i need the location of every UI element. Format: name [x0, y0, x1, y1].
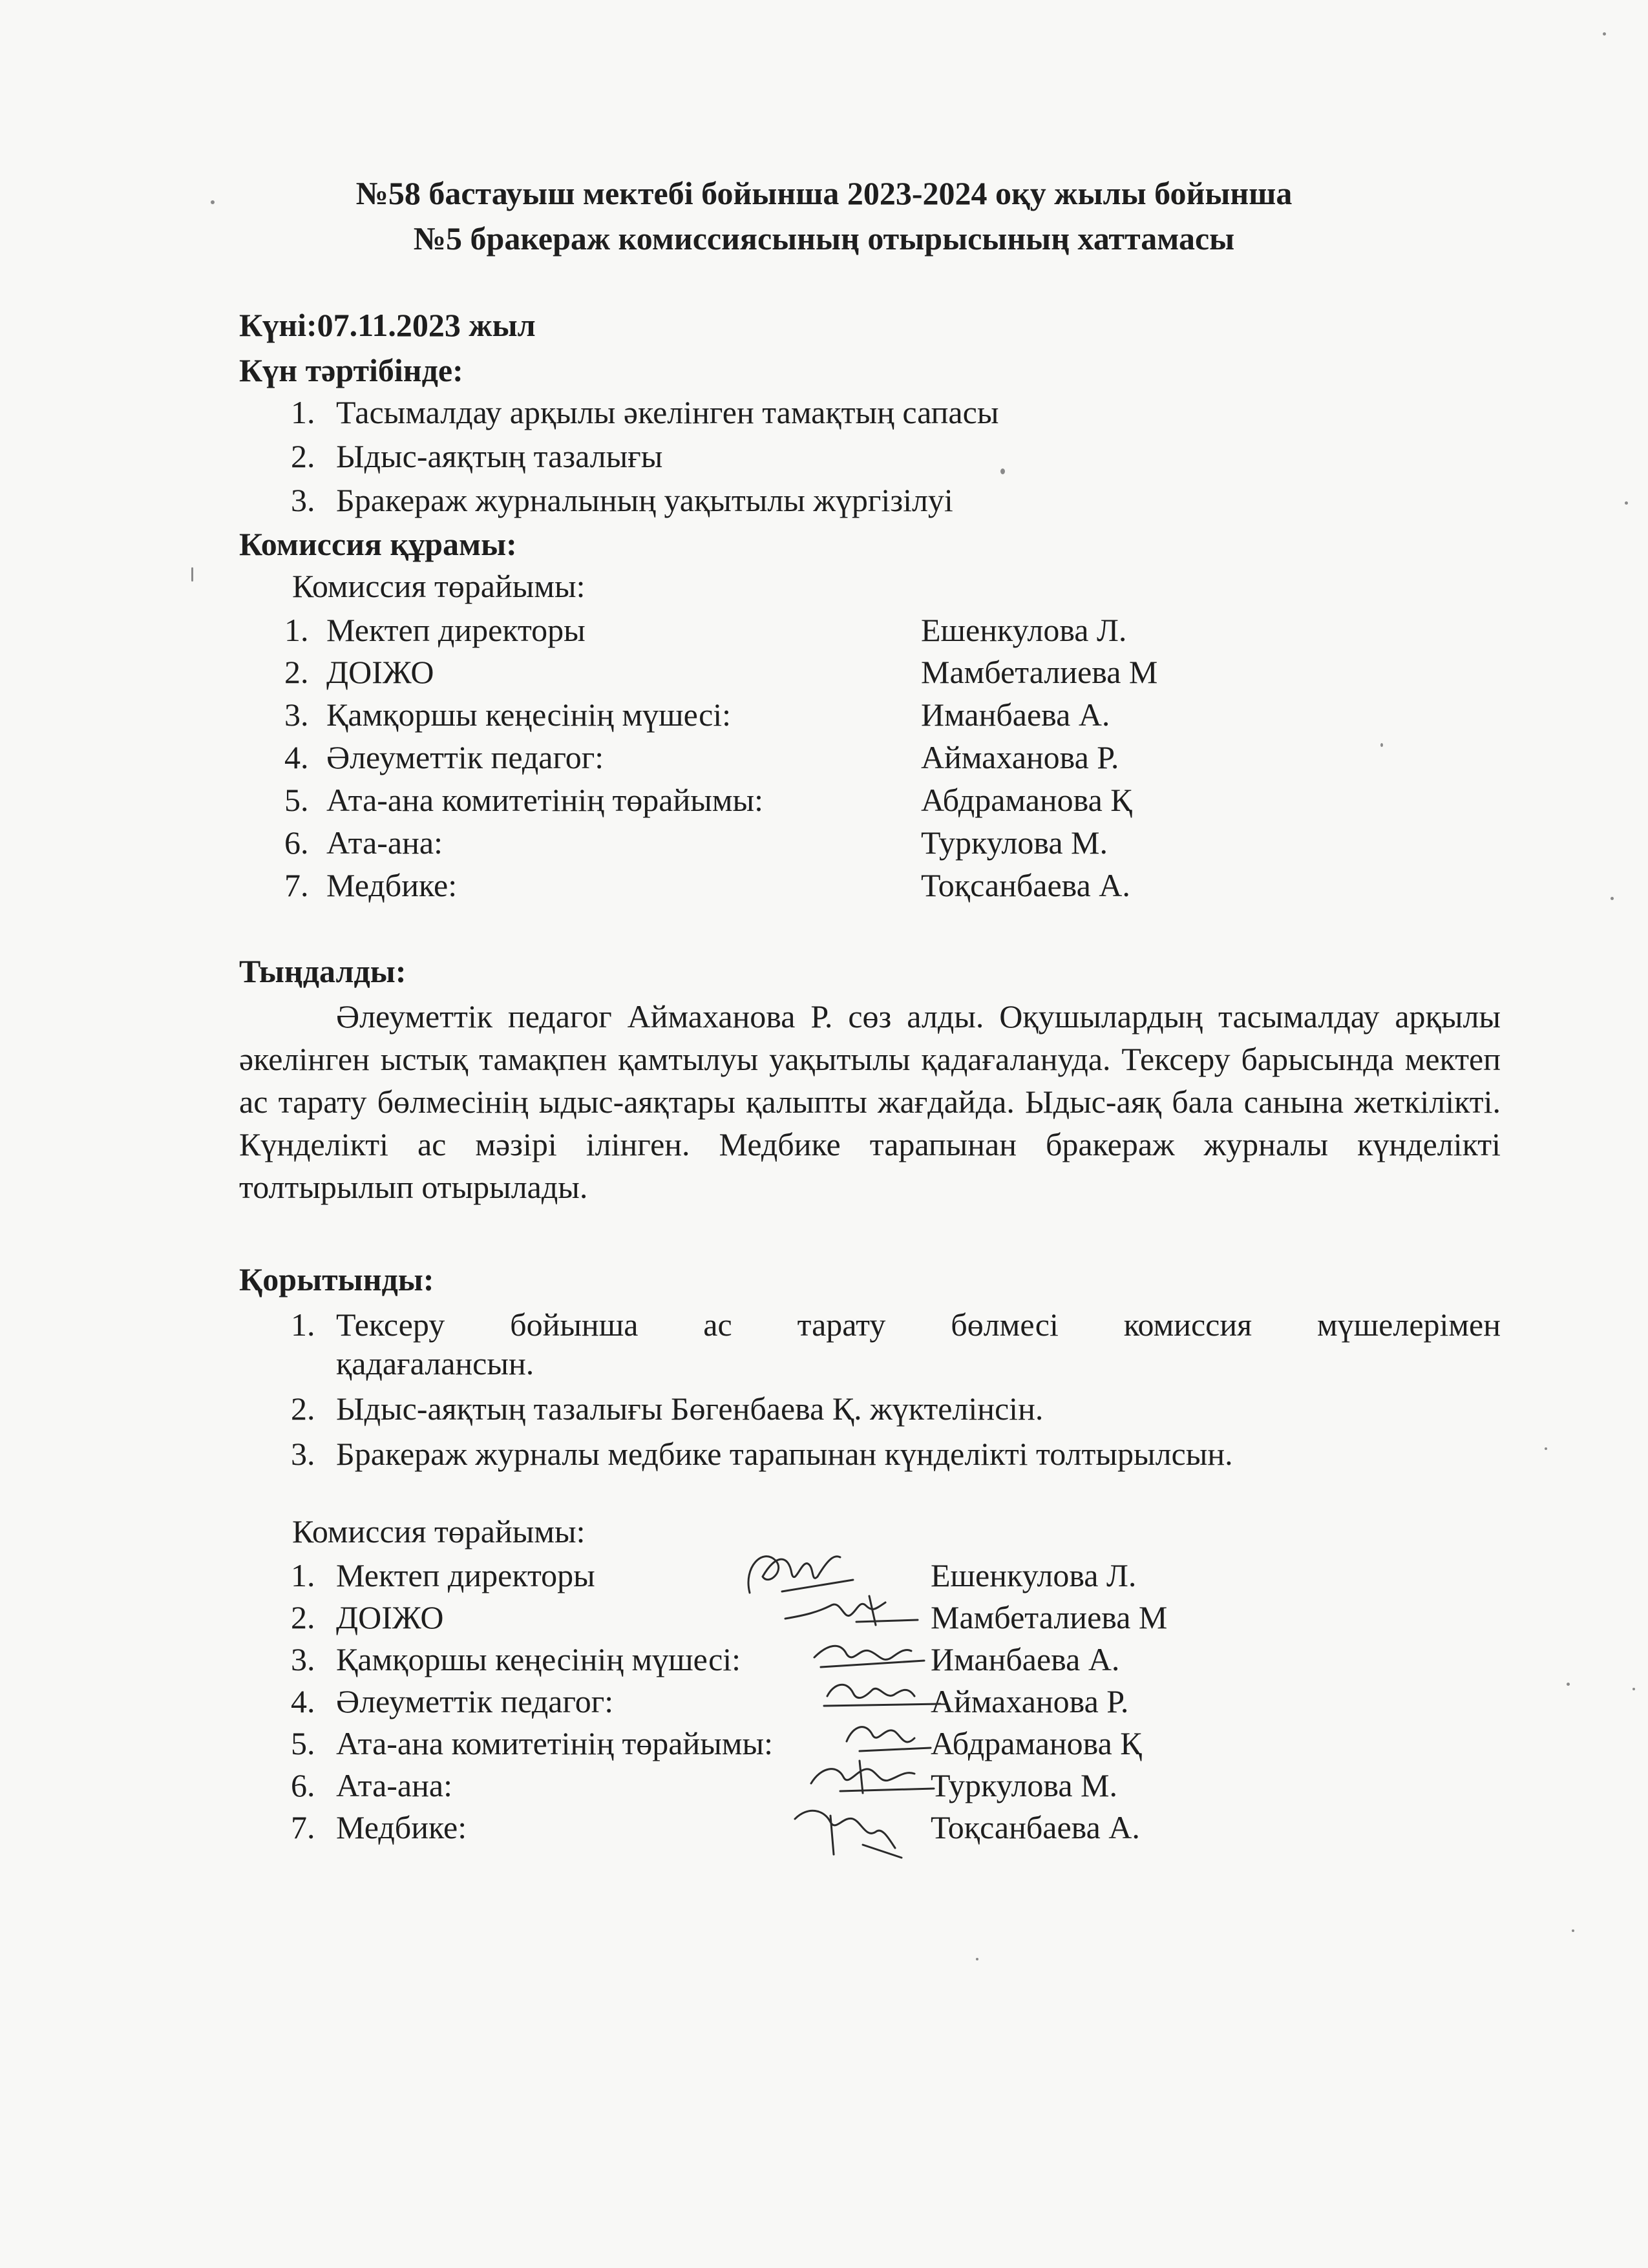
signature-name: Иманбаева А. [931, 1641, 1120, 1677]
conclusion-item-number: 3. [291, 1436, 315, 1472]
agenda-item-number: 2. [291, 438, 315, 474]
agenda-item: Бракераж журналының уақытылы жүргізілуі [336, 482, 953, 518]
signature-name: Ешенкулова Л. [931, 1557, 1137, 1593]
scan-speck [1572, 1929, 1574, 1932]
scan-speck [211, 200, 215, 204]
scan-speck [191, 567, 193, 582]
agenda-heading: Күн тәртібінде: [239, 352, 463, 388]
signature-role: Әлеуметтік педагог: [336, 1683, 614, 1719]
signature-role: Мектеп директоры [336, 1557, 595, 1593]
document-title-line-2: №5 бракераж комиссиясының отырысының хаттамасы [413, 220, 1235, 257]
heard-paragraph [239, 995, 1501, 1208]
member-number: 5. [284, 782, 309, 818]
member-role: ДОІЖО [326, 654, 434, 690]
member-name: Аймаханова Р. [921, 739, 1119, 775]
agenda-item: Тасымалдау арқылы әкелінген тамақтың сапасы [336, 394, 999, 430]
member-number: 1. [284, 612, 309, 648]
signature-number: 5. [291, 1725, 315, 1761]
signature-name: Туркулова М. [931, 1767, 1117, 1803]
signature-role: Медбике: [336, 1809, 467, 1845]
handwritten-signature [785, 1793, 914, 1864]
handwritten-signature [818, 1670, 947, 1719]
signature-number: 2. [291, 1599, 315, 1635]
signature-number: 4. [291, 1683, 315, 1719]
scan-speck [1567, 1683, 1570, 1686]
member-role: Әлеуметтік педагог: [326, 739, 604, 775]
signature-number: 6. [291, 1767, 315, 1803]
scan-speck [1603, 32, 1606, 36]
signature-role: Ата-ана комитетінің төрайымы: [336, 1725, 773, 1761]
member-role: Қамқоршы кеңесінің мүшесі: [326, 697, 732, 733]
document-title-line-1: №58 бастауыш мектебі бойынша 2023-2024 оқу жылы бойынша [355, 175, 1293, 211]
agenda-item-number: 1. [291, 394, 315, 430]
member-name: Мамбеталиева М [921, 654, 1158, 690]
conclusion-item-3: Бракераж журналы медбике тарапынан күнделікті толтырылсын. [336, 1436, 1233, 1472]
member-name: Тоқсанбаева А. [921, 867, 1130, 903]
heard-heading: Тыңдалды: [239, 953, 407, 989]
conclusion-item-number: 2. [291, 1391, 315, 1427]
commission-chair-label: Комиссия төрайымы: [292, 568, 586, 604]
signature-name: Абдраманова Қ [931, 1725, 1142, 1761]
member-name: Абдраманова Қ [921, 782, 1132, 818]
signature-role: Ата-ана: [336, 1767, 452, 1803]
member-number: 3. [284, 697, 309, 733]
conclusion-item-number: 1. [291, 1307, 315, 1343]
scan-speck [1625, 501, 1628, 505]
member-name: Иманбаева А. [921, 697, 1110, 733]
meeting-date: Күні:07.11.2023 жыл [239, 307, 536, 343]
signature-name: Тоқсанбаева А. [931, 1809, 1140, 1845]
scan-speck [1000, 468, 1005, 474]
commission-heading: Комиссия құрамы: [239, 526, 517, 562]
conclusion-item-2: Ыдыс-аяқтың тазалығы Бөгенбаева Қ. жүктелінсін. [336, 1391, 1044, 1427]
handwritten-signature [808, 1628, 937, 1677]
member-role: Ата-ана: [326, 824, 443, 861]
scan-speck [1611, 897, 1614, 900]
member-number: 4. [284, 739, 309, 775]
conclusion-item-1: Тексеру бойынша ас тарату бөлмесі комиссия мүшелерімен [336, 1307, 1501, 1343]
agenda-item-number: 3. [291, 482, 315, 518]
signature-chair-label: Комиссия төрайымы: [292, 1513, 586, 1549]
member-name: Туркулова М. [921, 824, 1108, 861]
signature-number: 7. [291, 1809, 315, 1845]
scan-speck [1380, 743, 1383, 747]
member-name: Ешенкулова Л. [921, 612, 1127, 648]
agenda-item: Ыдыс-аяқтың тазалығы [336, 438, 663, 474]
scan-speck [1632, 1688, 1635, 1690]
member-role: Ата-ана комитетінің төрайымы: [326, 782, 763, 818]
signature-number: 3. [291, 1641, 315, 1677]
member-role: Мектеп директоры [326, 612, 586, 648]
scan-speck [976, 1958, 978, 1960]
signature-name: Мамбеталиева М [931, 1599, 1168, 1635]
heard-text: Әлеуметтік педагог Аймаханова Р. сөз алды. Оқушылардың тасымалдау арқылы әкелінген ыстық тамақпен қамтылуы уақытылы қадағалануда. Тексеру барысында мектеп ас тарату бөлмесінің ыдыс-аяқтары қалыпты жағдайда. Ыдыс-аяқ бала санына жеткілікті. Күнделікті ас мәзірі ілінген. Медбике тарапынан бракераж журналы күнделікті толтырылып отырылады. [239, 998, 1501, 1205]
signature-role: Қамқоршы кеңесінің мүшесі: [336, 1641, 741, 1677]
signature-name: Аймаханова Р. [931, 1683, 1129, 1719]
member-role: Медбике: [326, 867, 458, 903]
signature-number: 1. [291, 1557, 315, 1593]
signature-role: ДОІЖО [336, 1599, 444, 1635]
member-number: 2. [284, 654, 309, 690]
member-number: 7. [284, 867, 309, 903]
member-number: 6. [284, 824, 309, 861]
scan-speck [1545, 1447, 1547, 1450]
conclusion-heading: Қорытынды: [239, 1261, 434, 1297]
conclusion-item-1-cont: қадағалансын. [336, 1345, 534, 1381]
